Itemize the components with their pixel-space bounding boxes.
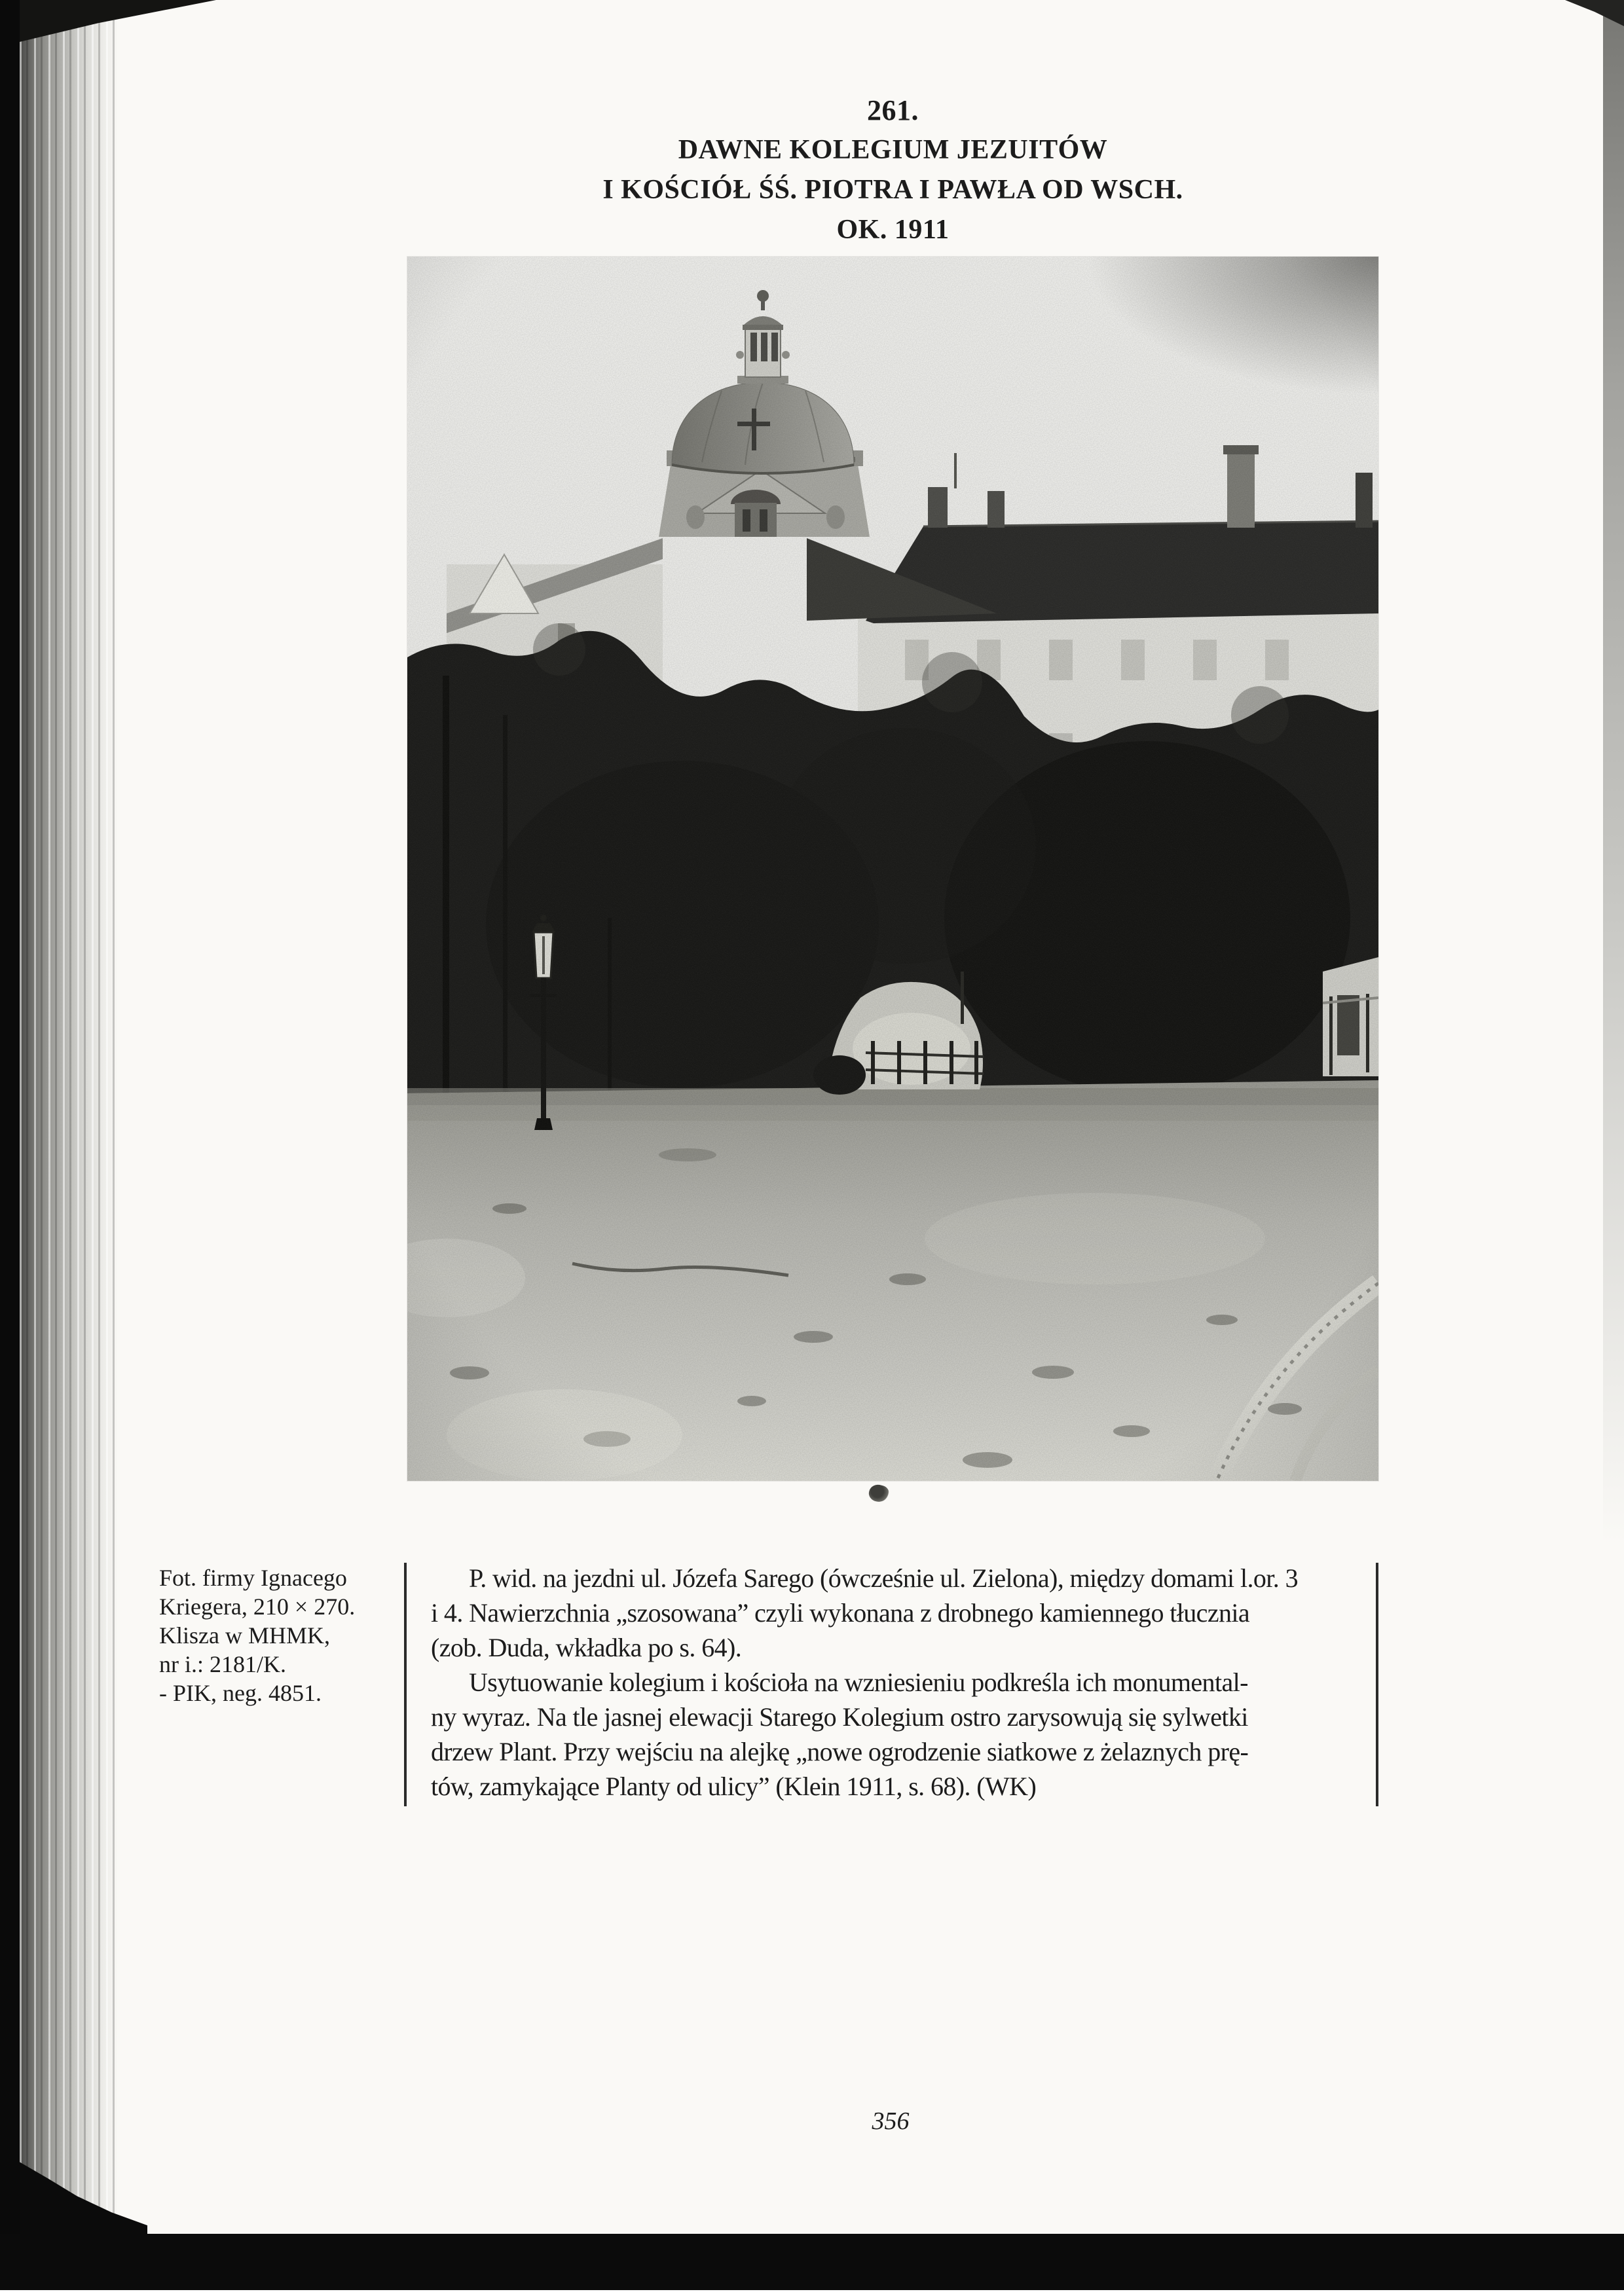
title-line-1: DAWNE KOLEGIUM JEZUITÓW [678, 135, 1108, 165]
sidenote-line-4: nr i.: 2181/K. [159, 1651, 286, 1677]
sidenote-line-1: Fot. firmy Ignacego [159, 1565, 347, 1591]
scan-black-bar-bottom [0, 2234, 1624, 2290]
ink-smudge [867, 1483, 891, 1504]
scan-white-strip-bottom [0, 2290, 1624, 2296]
body-line-3: (zob. Duda, wkładka po s. 64). [431, 1633, 742, 1662]
sidenote-line-5: - PIK, neg. 4851. [159, 1680, 322, 1706]
vertical-rule-right [1376, 1563, 1378, 1806]
book-spine-shadow [0, 0, 20, 2296]
photo-credit-sidenote [159, 1563, 434, 1707]
sidenote-line-2: Kriegera, 210 × 270. [159, 1594, 356, 1620]
body-line-7: tów, zamykające Planty od ulicy” (Klein 1911, s. 68). (WK) [431, 1772, 1037, 1801]
entry-number: 261. [867, 94, 919, 126]
photograph [407, 257, 1378, 1481]
entry-description [431, 1561, 1369, 1804]
photo-canvas [407, 257, 1378, 1481]
catalog-entry-header [407, 90, 1378, 250]
page-number: 356 [872, 2107, 910, 2135]
vertical-rule-left [404, 1563, 407, 1806]
page-curl-shade-right [1603, 0, 1624, 1545]
title-line-2: I KOŚCIÓŁ ŚŚ. PIOTRA I PAWŁA OD WSCH. [602, 175, 1183, 205]
sidenote-line-3: Klisza w MHMK, [159, 1622, 330, 1649]
body-line-1: P. wid. na jezdni ul. Józefa Sarego (ówcześnie ul. Zielona), między domami l.or. 3 [469, 1563, 1298, 1593]
body-line-5: ny wyraz. Na tle jasnej elewacji Starego Kolegium ostro zarysowują się sylwetki [431, 1702, 1248, 1732]
title-line-3: OK. 1911 [836, 215, 950, 245]
page-edge-streaks [20, 0, 118, 2296]
body-line-6: drzew Plant. Przy wejściu na alejkę „nowe ogrodzenie siatkowe z żelaznych prę- [431, 1737, 1249, 1766]
body-line-2: i 4. Nawierzchnia „szosowana” czyli wykonana z drobnego kamiennego tłucznia [431, 1598, 1250, 1628]
body-line-4: Usytuowanie kolegium i kościoła na wzniesieniu podkreśla ich monumental- [469, 1667, 1248, 1697]
photo-vignette [407, 257, 1378, 1481]
